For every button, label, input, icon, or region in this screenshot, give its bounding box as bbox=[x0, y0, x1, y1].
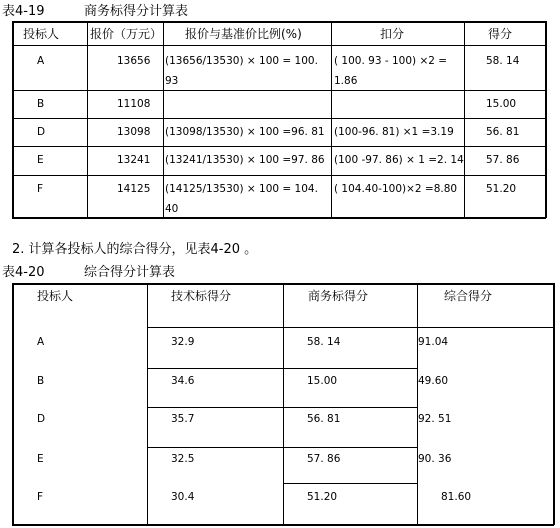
biz-score-cell: 15.00 bbox=[307, 375, 338, 387]
price-cell: 13098 bbox=[117, 126, 151, 138]
bidder-cell: E bbox=[37, 453, 44, 465]
biz-score-cell: 51.20 bbox=[307, 491, 338, 503]
table1-caption-title: 商务标得分计算表 bbox=[84, 4, 189, 19]
total-score-cell: 81.60 bbox=[441, 491, 472, 503]
table2-caption-number: 表4-20 bbox=[2, 265, 45, 280]
total-score-cell: 49.60 bbox=[418, 375, 449, 387]
header-total-score: 综合得分 bbox=[444, 289, 493, 303]
biz-score-cell: 58. 14 bbox=[307, 336, 341, 348]
tech-score-cell: 32.5 bbox=[171, 453, 195, 465]
bidder-cell: A bbox=[37, 55, 45, 67]
header-bidder: 投标人 bbox=[37, 289, 74, 303]
score-cell: 51.20 bbox=[486, 183, 517, 195]
price-cell: 13656 bbox=[117, 55, 151, 67]
header-biz-score: 商务标得分 bbox=[308, 289, 369, 303]
tech-score-cell: 35.7 bbox=[171, 413, 195, 425]
biz-score-cell: 57. 86 bbox=[307, 453, 341, 465]
header-price: 报价（万元） bbox=[90, 27, 163, 41]
deduction-cell-wrap: 1.86 bbox=[334, 75, 358, 87]
biz-score-cell: 56. 81 bbox=[307, 413, 341, 425]
table1-caption-number: 表4-19 bbox=[2, 4, 45, 19]
score-cell: 15.00 bbox=[486, 98, 517, 110]
bidder-cell: D bbox=[37, 413, 46, 425]
bidder-cell: F bbox=[37, 183, 44, 195]
score-cell: 56. 81 bbox=[486, 126, 520, 138]
deduction-cell: ( 104.40-100)×2 =8.80 bbox=[334, 183, 458, 195]
bidder-cell: A bbox=[37, 336, 45, 348]
price-cell: 11108 bbox=[117, 98, 151, 110]
header-bidder: 投标人 bbox=[23, 27, 60, 41]
header-score: 得分 bbox=[488, 27, 513, 41]
tech-score-cell: 30.4 bbox=[171, 491, 195, 503]
header-ratio: 报价与基准价比例(%) bbox=[185, 27, 302, 41]
ratio-cell: (13098/13530) × 100 =96. 81 bbox=[165, 126, 325, 138]
deduction-cell: (100 -97. 86) × 1 =2. 14 bbox=[334, 154, 464, 166]
deduction-cell: ( 100. 93 - 100) ×2 = bbox=[334, 55, 448, 67]
ratio-cell: (13656/13530) × 100 = 100. bbox=[165, 55, 318, 67]
ratio-cell: (14125/13530) × 100 = 104. bbox=[165, 183, 318, 195]
bidder-cell: D bbox=[37, 126, 46, 138]
bidder-cell: F bbox=[37, 491, 44, 503]
ratio-cell-wrap: 40 bbox=[165, 203, 179, 215]
bidder-cell: B bbox=[37, 98, 45, 110]
score-cell: 58. 14 bbox=[486, 55, 520, 67]
bidder-cell: E bbox=[37, 154, 44, 166]
header-tech-score: 技术标得分 bbox=[171, 289, 232, 303]
price-cell: 13241 bbox=[117, 154, 151, 166]
ratio-cell: (13241/13530) × 100 =97. 86 bbox=[165, 154, 325, 166]
ratio-cell-wrap: 93 bbox=[165, 75, 179, 87]
table2-caption-title: 综合得分计算表 bbox=[84, 265, 176, 280]
total-score-cell: 90. 36 bbox=[418, 453, 452, 465]
deduction-cell: (100-96. 81) ×1 =3.19 bbox=[334, 126, 454, 138]
total-score-cell: 91.04 bbox=[418, 336, 449, 348]
bidder-cell: B bbox=[37, 375, 45, 387]
step2-paragraph: 2. 计算各投标人的综合得分，见表4-20 。 bbox=[12, 242, 258, 257]
total-score-cell: 92. 51 bbox=[418, 413, 452, 425]
tech-score-cell: 34.6 bbox=[171, 375, 195, 387]
score-cell: 57. 86 bbox=[486, 154, 520, 166]
price-cell: 14125 bbox=[117, 183, 151, 195]
tech-score-cell: 32.9 bbox=[171, 336, 195, 348]
header-deduction: 扣分 bbox=[380, 27, 405, 41]
